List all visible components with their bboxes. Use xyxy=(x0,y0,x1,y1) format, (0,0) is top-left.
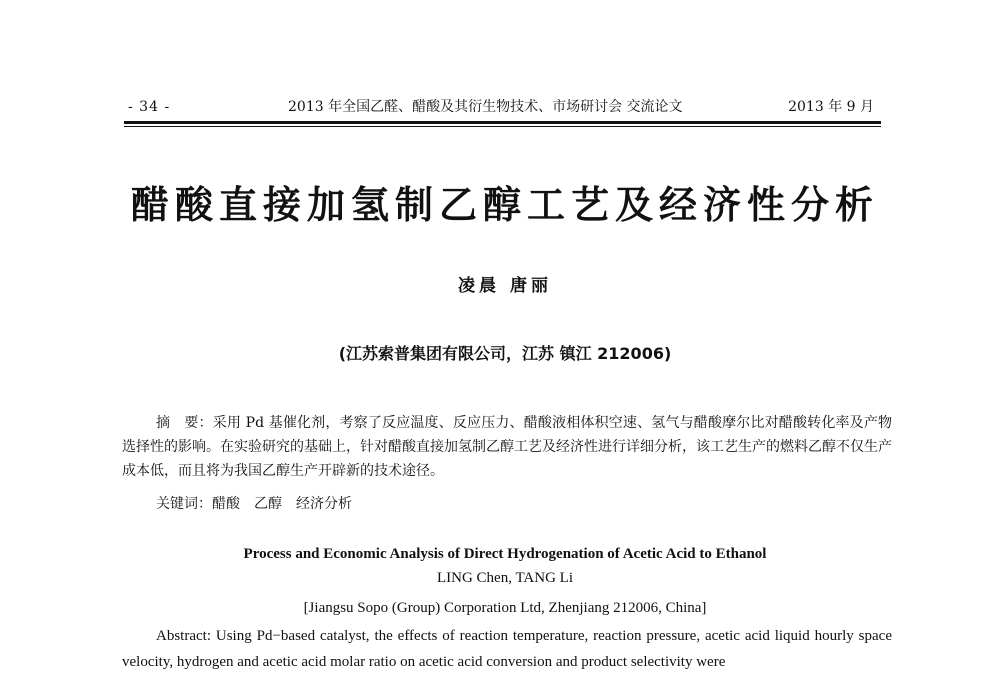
running-header xyxy=(128,96,876,118)
header-rule-thick xyxy=(124,121,881,124)
abstract-zh-text: 采用 Pd 基催化剂，考察了反应温度、反应压力、醋酸液相体积空速、氢气与醋酸摩尔比对醋酸转化率及产物选择性的影响。在实验研究的基础上，针对醋酸直接加氢制乙醇工艺及经济性进行详细分析，该工艺生产的燃料乙醇不仅生产成本低，而且将为我国乙醇生产开辟新的技术途径。 xyxy=(122,415,893,479)
abstract-en-text: Using Pd−based catalyst, the effects of reaction temperature, reaction pressure, acetic acid liquid hourly space velocity, hydrogen and acetic acid molar ratio on acetic acid conversion and product selectivity were xyxy=(122,628,892,670)
authors-zh: 凌晨 唐丽 xyxy=(458,276,552,296)
header-rule-thin xyxy=(124,126,881,127)
abstract-zh xyxy=(122,411,892,483)
paper-title-zh: 醋酸直接加氢制乙醇工艺及经济性分析 xyxy=(130,182,879,227)
abstract-en-label: Abstract: xyxy=(156,628,211,644)
page-number: - 34 - xyxy=(128,99,171,115)
paper-title-en: Process and Economic Analysis of Direct Hydrogenation of Acetic Acid to Ethanol xyxy=(243,546,767,562)
keywords-zh-label: 关键词： xyxy=(156,496,212,512)
keywords-zh-text: 醋酸 乙醇 经济分析 xyxy=(212,496,352,512)
authors-en: LING Chen, TANG Li xyxy=(436,570,573,586)
abstract-en xyxy=(122,623,892,675)
abstract-zh-label: 摘 要： xyxy=(156,415,213,431)
affiliation-en: [Jiangsu Sopo (Group) Corporation Ltd, Zhenjiang 212006, China] xyxy=(303,600,707,616)
affiliation-zh: (江苏索普集团有限公司，江苏 镇江 212006) xyxy=(338,344,672,363)
keywords-zh xyxy=(156,492,856,516)
header-date: 2013 年 9 月 xyxy=(788,99,874,115)
conference-title: 2013 年全国乙醛、醋酸及其衍生物技术、市场研讨会 交流论文 xyxy=(288,99,683,115)
